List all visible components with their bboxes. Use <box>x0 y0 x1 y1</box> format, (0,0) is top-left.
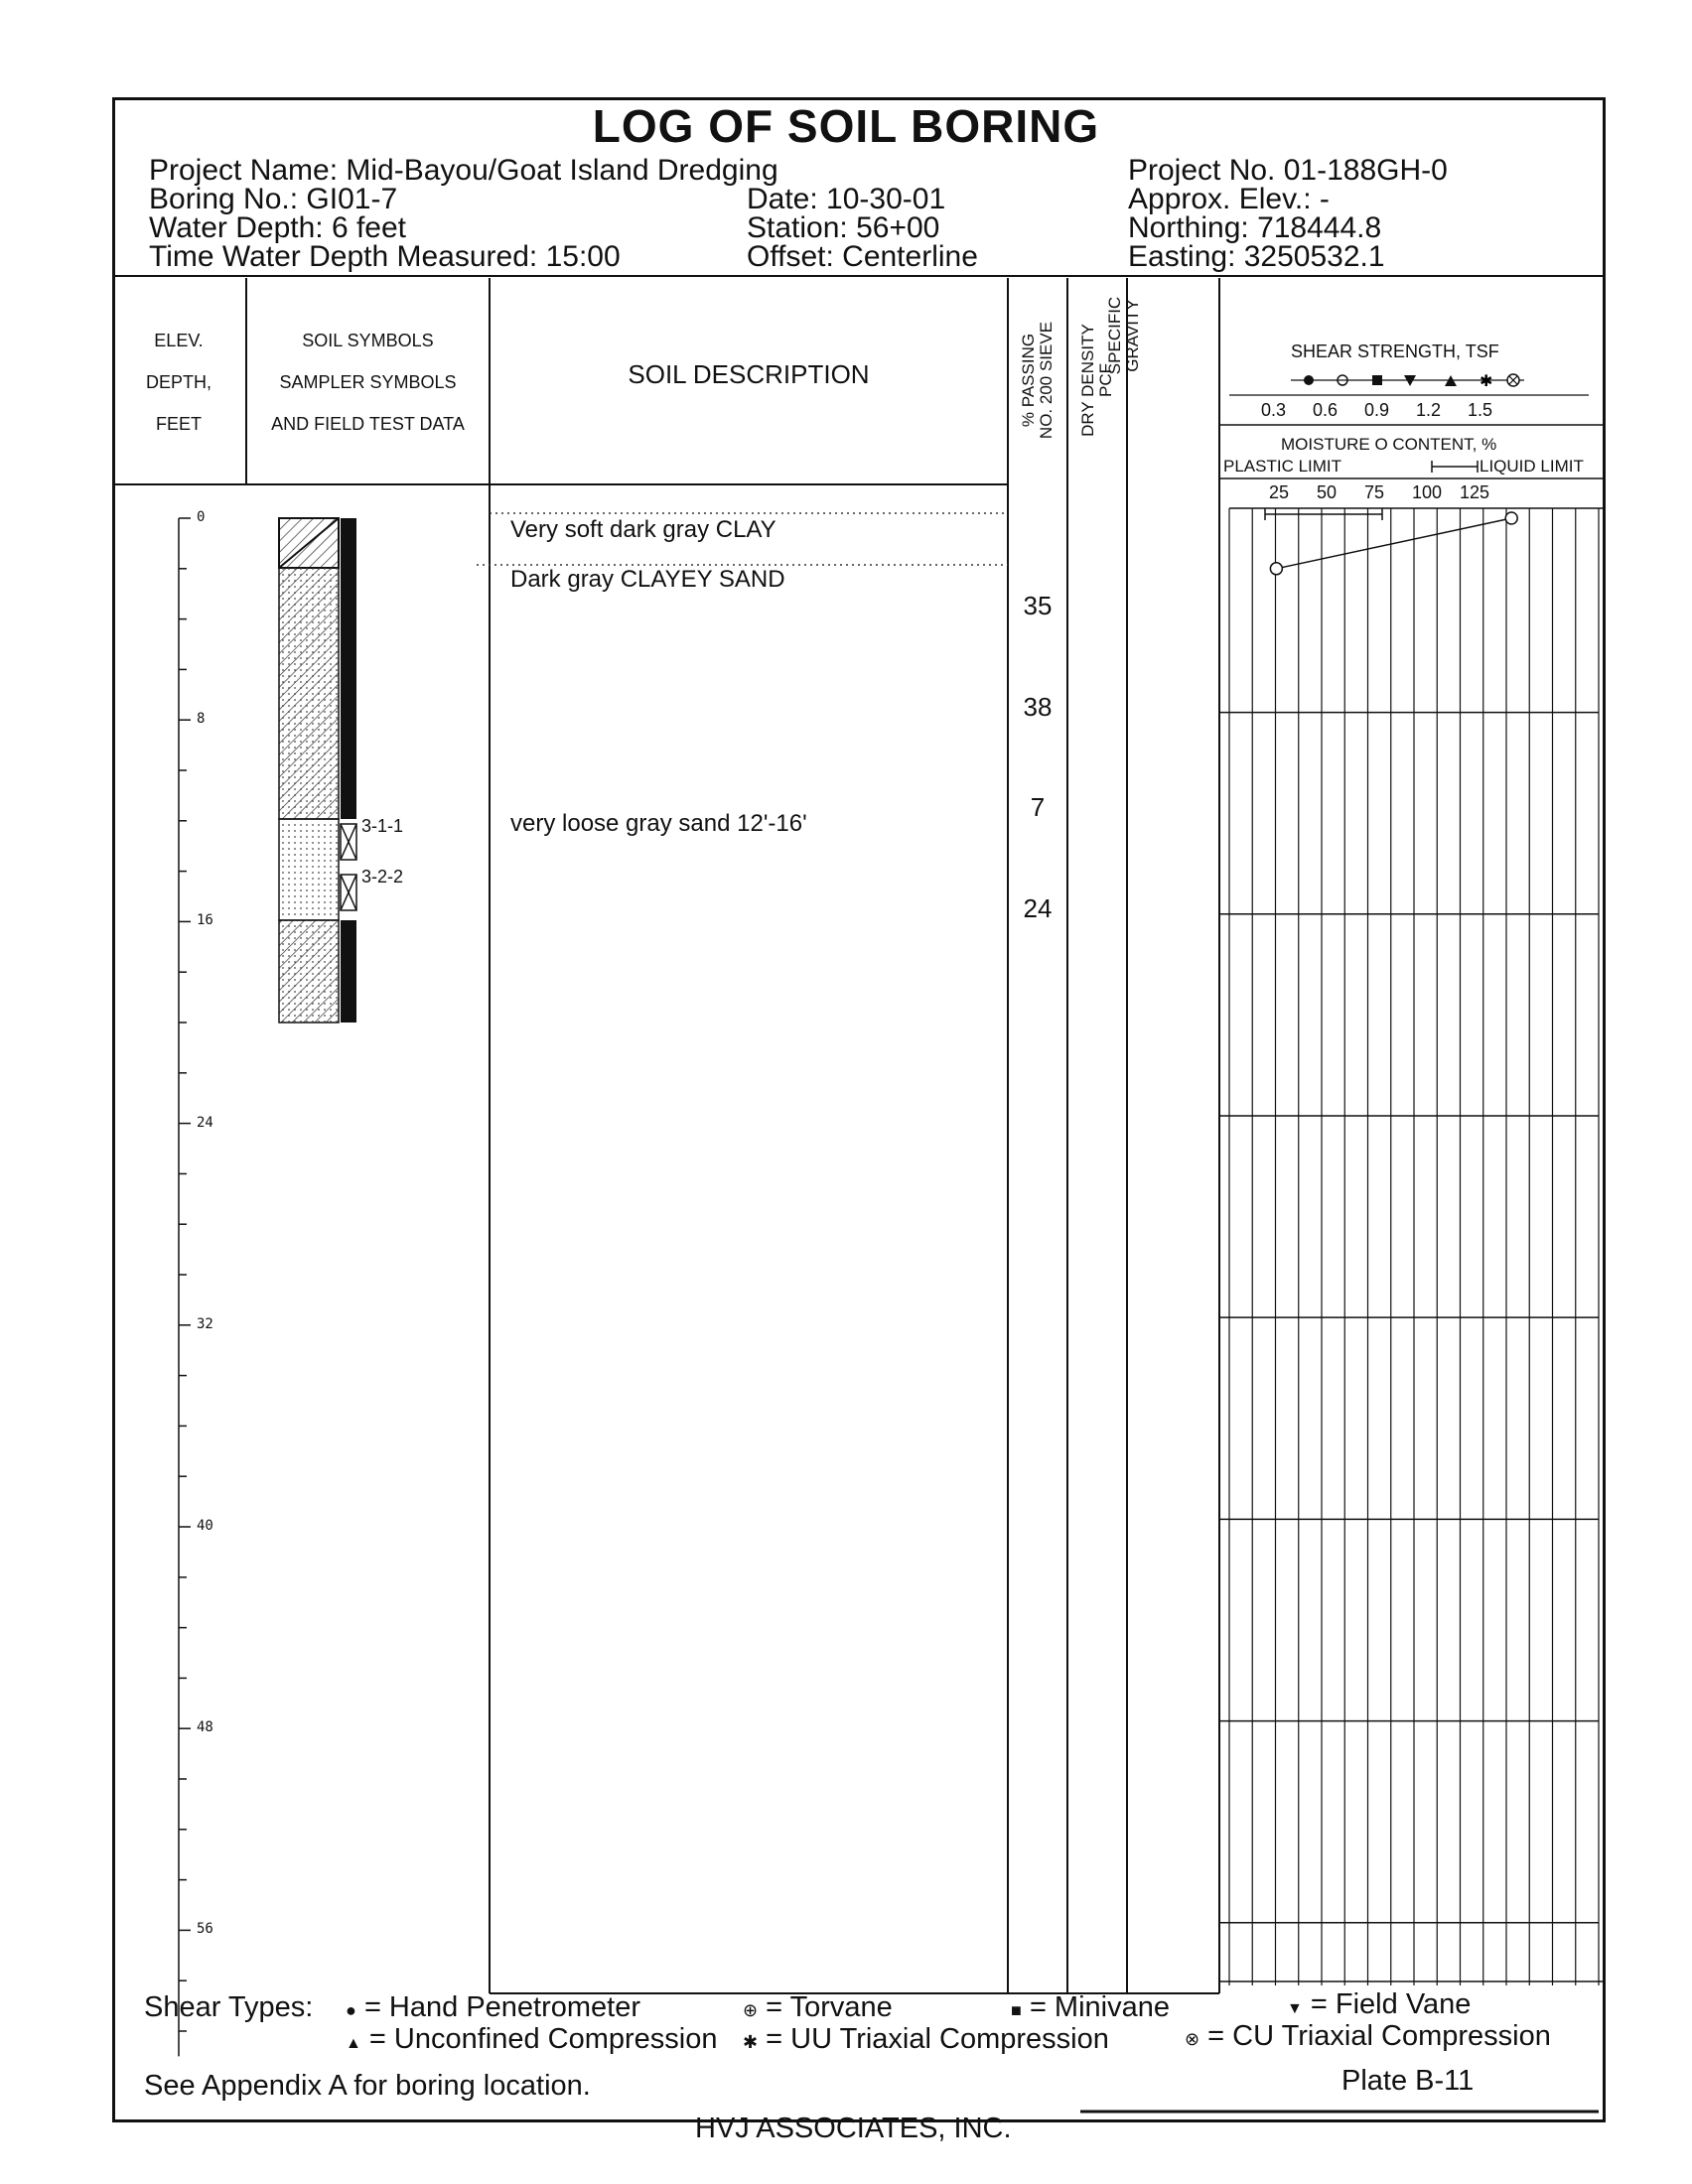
legend-minivane: ■ = Minivane <box>1011 1991 1170 2023</box>
up-triangle-icon: ▲ <box>346 2035 361 2052</box>
layer-description: very loose gray sand 12'-16' <box>510 810 807 837</box>
offset: Offset: Centerline <box>747 240 978 273</box>
sample-label: 3-1-1 <box>361 816 404 836</box>
depth-label: 0 <box>197 509 206 525</box>
shear-tick-label: 1.5 <box>1468 400 1493 420</box>
legend-torvane: ⊕ = Torvane <box>743 1991 893 2023</box>
moisture-title: MOISTURE O CONTENT, % <box>1281 435 1497 454</box>
down-triangle-icon: ▼ <box>1287 2000 1303 2017</box>
specific-gravity-header: SPECIFIC GRAVITY <box>1105 296 1142 375</box>
legend-unconfined: ▲ = Unconfined Compression <box>346 2023 718 2055</box>
easting: Easting: 3250532.1 <box>1128 240 1385 273</box>
moisture-tick-label: 100 <box>1412 482 1443 502</box>
depth-label: 40 <box>197 1518 213 1534</box>
sample-label: 3-2-2 <box>361 867 404 887</box>
company-name: HVJ ASSOCIATES, INC. <box>695 2113 1012 2144</box>
legend-hand-penetrometer: ● = Hand Penetrometer <box>346 1991 641 2023</box>
moisture-tick-label: 25 <box>1269 482 1290 502</box>
passing-value: 35 <box>1023 590 1053 620</box>
plate-number: Plate B-11 <box>1341 2065 1475 2097</box>
moisture-trend-line <box>1276 518 1511 569</box>
moisture-point <box>1270 563 1282 575</box>
shear-tick-label: 0.6 <box>1313 400 1339 420</box>
moisture-tick-label: 50 <box>1317 482 1338 502</box>
layer-description: Very soft dark gray CLAY <box>510 516 776 543</box>
project-name: Project Name: Mid-Bayou/Goat Island Dredging <box>149 154 778 187</box>
filled-square-icon: ■ <box>1011 2000 1022 2020</box>
legend-field-vane: ▼ = Field Vane <box>1287 1988 1472 2020</box>
elev-header: ELEV. DEPTH, FEET <box>145 331 212 434</box>
shear-tick-label: 0.3 <box>1261 400 1287 420</box>
shear-strength-title: SHEAR STRENGTH, TSF <box>1291 341 1499 361</box>
depth-label: 56 <box>197 1921 213 1938</box>
shear-types-label: Shear Types: <box>144 1991 314 2023</box>
depth-label: 8 <box>197 711 206 728</box>
passing-header: % PASSING NO. 200 SIEVE <box>1019 321 1056 440</box>
filled-circle-icon: ● <box>346 2000 356 2020</box>
description-header: SOIL DESCRIPTION <box>628 359 870 389</box>
boring-date: Date: 10-30-01 <box>747 183 946 215</box>
moisture-tick-label: 125 <box>1460 482 1490 502</box>
torvane-icon: ⊕ <box>743 2000 759 2020</box>
page-title: LOG OF SOIL BORING <box>592 100 1100 152</box>
time-measured: Time Water Depth Measured: 15:00 <box>149 240 621 273</box>
depth-label: 24 <box>197 1114 213 1131</box>
passing-value: 7 <box>1030 792 1046 823</box>
moisture-tick-label: 75 <box>1364 482 1385 502</box>
passing-value: 38 <box>1023 691 1053 722</box>
legend-cu-triaxial: ⊗ = CU Triaxial Compression <box>1185 2020 1551 2052</box>
project-no: Project No. 01-188GH-0 <box>1128 154 1448 187</box>
plastic-limit-label: PLASTIC LIMIT <box>1223 457 1342 476</box>
limit-range-icon <box>1430 459 1480 475</box>
approx-elev: Approx. Elev.: - <box>1128 183 1330 215</box>
layer-description: Dark gray CLAYEY SAND <box>510 566 785 593</box>
circled-x-icon: ⊗ <box>1185 2029 1200 2049</box>
legend-uu-triaxial: ✱ = UU Triaxial Compression <box>743 2023 1109 2055</box>
northing: Northing: 718444.8 <box>1128 211 1382 244</box>
depth-label: 48 <box>197 1719 213 1736</box>
asterisk-icon: ✱ <box>743 2032 759 2052</box>
symbols-header: SOIL SYMBOLS SAMPLER SYMBOLS AND FIELD TEST DATA <box>271 331 465 434</box>
depth-label: 16 <box>197 912 213 929</box>
boring-no: Boring No.: GI01-7 <box>149 183 398 215</box>
moisture-point <box>1505 512 1517 524</box>
dry-density-header: DRY DENSITY PCF <box>1078 324 1115 437</box>
svg-text:✱: ✱ <box>1480 371 1493 390</box>
liquid-limit-label: LIQUID LIMIT <box>1480 457 1584 476</box>
depth-label: 32 <box>197 1315 213 1332</box>
shear-tick-label: 0.9 <box>1364 400 1390 420</box>
shear-tick-label: 1.2 <box>1416 400 1442 420</box>
passing-value: 24 <box>1023 892 1053 923</box>
appendix-note: See Appendix A for boring location. <box>144 2070 591 2102</box>
station: Station: 56+00 <box>747 211 940 244</box>
water-depth: Water Depth: 6 feet <box>149 211 407 244</box>
